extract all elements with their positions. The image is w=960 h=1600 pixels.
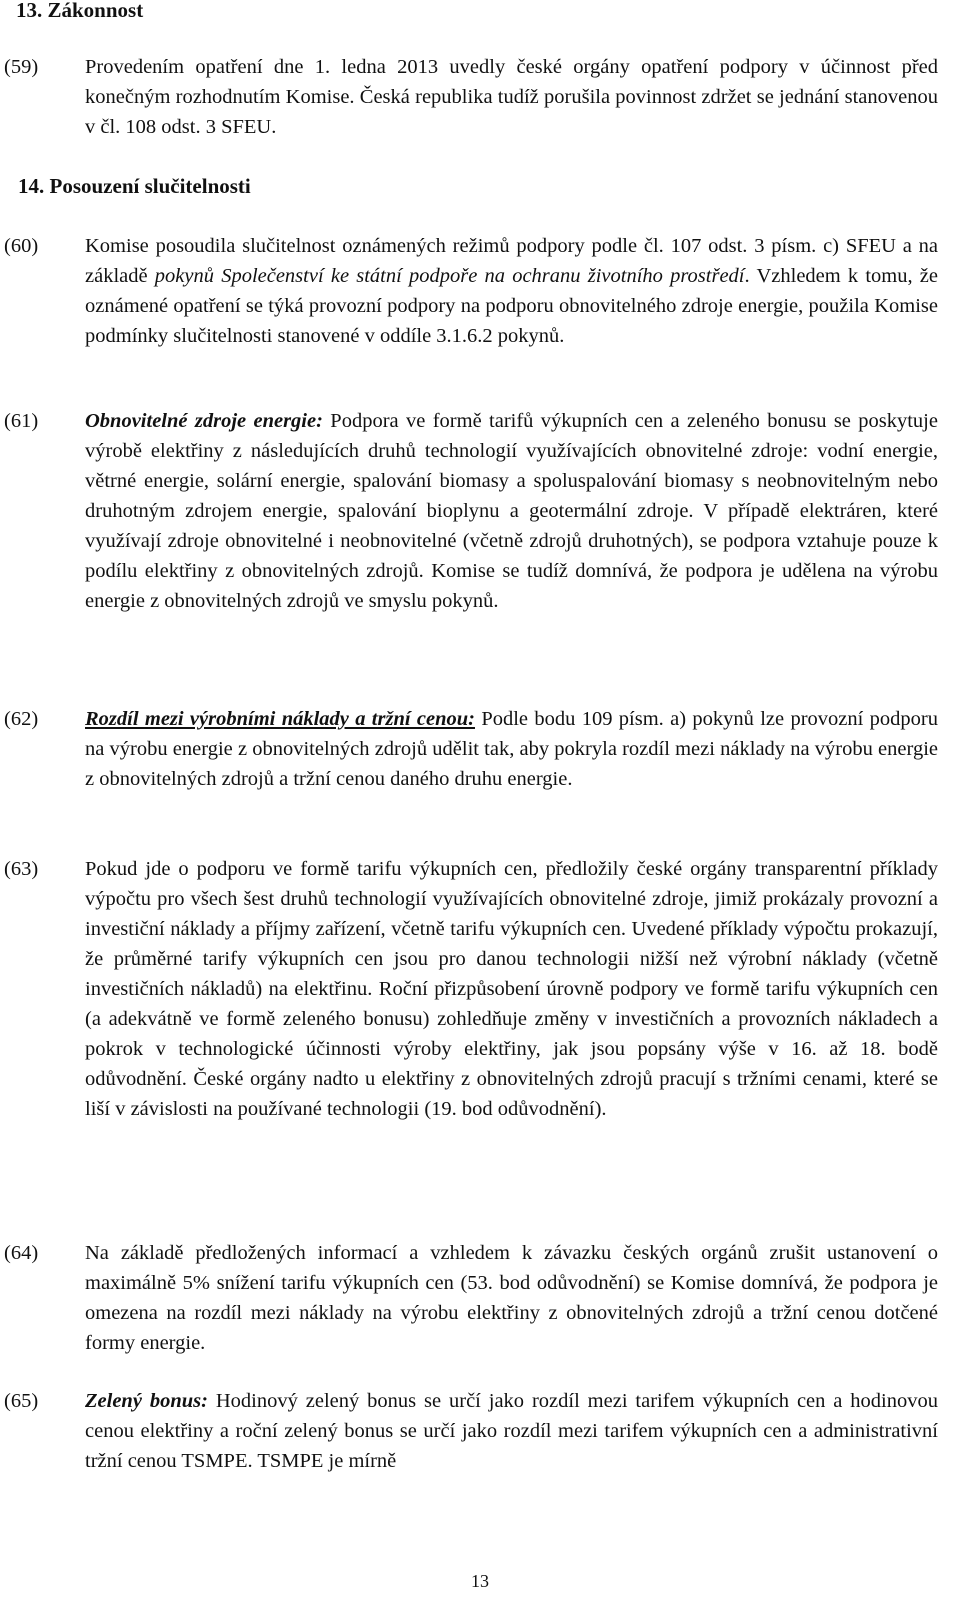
paragraph-lead: Rozdíl mezi výrobními náklady a tržní cenou: [85, 708, 475, 730]
paragraph-number: (62) [4, 708, 39, 730]
paragraph-number: (64) [4, 1242, 39, 1264]
paragraph-59 [4, 52, 938, 142]
paragraph-text-start: Komise posoudila slučitelnost oznámených režimů podpory podle čl. 107 odst. 3 písm. c) SFEU a na základě [85, 235, 938, 287]
paragraph-text [85, 231, 938, 351]
paragraph-text: Na základě předložených informací a vzhledem k závazku českých orgánů zrušit ustanovení o maximálně 5% snížení tarifu výkupních cen (53. bod odůvodnění) se Komise domnívá, že podpora je omezena na rozdíl mezi náklady na výrobu elektřiny z obnovitelných zdrojů a tržní cenou dotčené formy energie. [85, 1242, 938, 1354]
paragraph-61 [4, 406, 938, 616]
paragraph-number: (63) [4, 858, 39, 880]
paragraph-text: Provedením opatření dne 1. ledna 2013 uvedly české orgány opatření podpory v účinnost před konečným rozhodnutím Komise. Česká republika tudíž porušila povinnost zdržet se jednání stanovenou v čl. 108 odst. 3 SFEU. [85, 56, 938, 138]
paragraph-number: (61) [4, 410, 39, 432]
paragraph-62 [4, 704, 938, 794]
paragraph-body: Podle bodu 109 písm. a) pokynů lze provozní podporu na výrobu energie z obnovitelných zdrojů udělit tak, aby pokryla rozdíl mezi náklady na výrobu energie z obnovitelných zdrojů a tržní cenou daného druhu energie. [85, 708, 938, 790]
section-heading-compatibility: 14. Posouzení slučitelnosti [18, 174, 251, 198]
paragraph-lead: Obnovitelné zdroje energie: [85, 410, 323, 432]
paragraph-text [85, 704, 938, 794]
paragraph-text-end: . Vzhledem k tomu, že oznámené opatření se týká provozní podpory na podporu obnovitelného zdroje energie, použila Komise podmínky slučitelnosti stanovené v oddíle 3.1.6.2 pokynů. [85, 265, 939, 347]
paragraph-body: Podpora ve formě tarifů výkupních cen a zeleného bonusu se poskytuje výrobě elektřiny z následujících druhů technologií využívajících obnovitelné zdroje: vodní energie, větrné energie, solární energie, spalování biomasy a spoluspalování biomasy s neobnovitelným nebo druhotným zdrojem energie, spalování bioplynu a geotermální zdroje. V případě elektráren, které využívají zdroje obnovitelné i neobnovitelné (včetně zdrojů druhotných), se podpora vztahuje pouze k podílu elektřiny z obnovitelných zdrojů. Komise se tudíž domnívá, že podpora je udělena na výrobu energie z obnovitelných zdrojů ve smyslu pokynů. [85, 410, 938, 612]
paragraph-text [85, 406, 938, 616]
paragraph-lead: Zelený bonus: [85, 1390, 208, 1412]
paragraph-number: (60) [4, 235, 39, 257]
paragraph-60 [4, 231, 938, 351]
paragraph-65 [4, 1386, 938, 1476]
paragraph-number: (59) [4, 56, 39, 78]
paragraph-number: (65) [4, 1390, 39, 1412]
guidelines-reference: pokynů Společenství ke státní podpoře na ochranu životního prostředí [154, 265, 745, 287]
paragraph-63 [4, 854, 938, 1124]
paragraph-text: Pokud jde o podporu ve formě tarifu výkupních cen, předložily české orgány transparentní příklady výpočtu pro všech šest druhů technologií využívajících obnovitelné zdroje, jimiž prokázaly provozní a investiční náklady a příjmy zařízení, včetně tarifu výkupních cen. Uvedené příklady výpočtu prokazují, že průměrné tarify výkupních cen jsou pro danou technologii nižší než výrobní náklady (včetně investičních nákladů) na elektřinu. Roční přizpůsobení úrovně podpory ve formě tarifu výkupních cen (a adekvátně ve formě zeleného bonusu) zohledňuje změny v investičních a provozních nákladech a pokrok v technologické účinnosti výroby elektřiny, jak jsou popsány výše v 16. až 18. bodě odůvodnění. České orgány nadto u elektřiny z obnovitelných zdrojů pracují s tržními cenami, které se liší v závislosti na používané technologii (19. bod odůvodnění). [85, 858, 938, 1120]
section-heading-legality: 13. Zákonnost [16, 0, 144, 22]
page-number: 13 [471, 1571, 489, 1591]
paragraph-body: Hodinový zelený bonus se určí jako rozdíl mezi tarifem výkupních cen a hodinovou cenou elektřiny a roční zelený bonus se určí jako rozdíl mezi tarifem výkupních cen a administrativní tržní cenou TSMPE. TSMPE je mírně [85, 1390, 939, 1472]
paragraph-text [85, 1386, 938, 1476]
paragraph-64 [4, 1238, 938, 1358]
